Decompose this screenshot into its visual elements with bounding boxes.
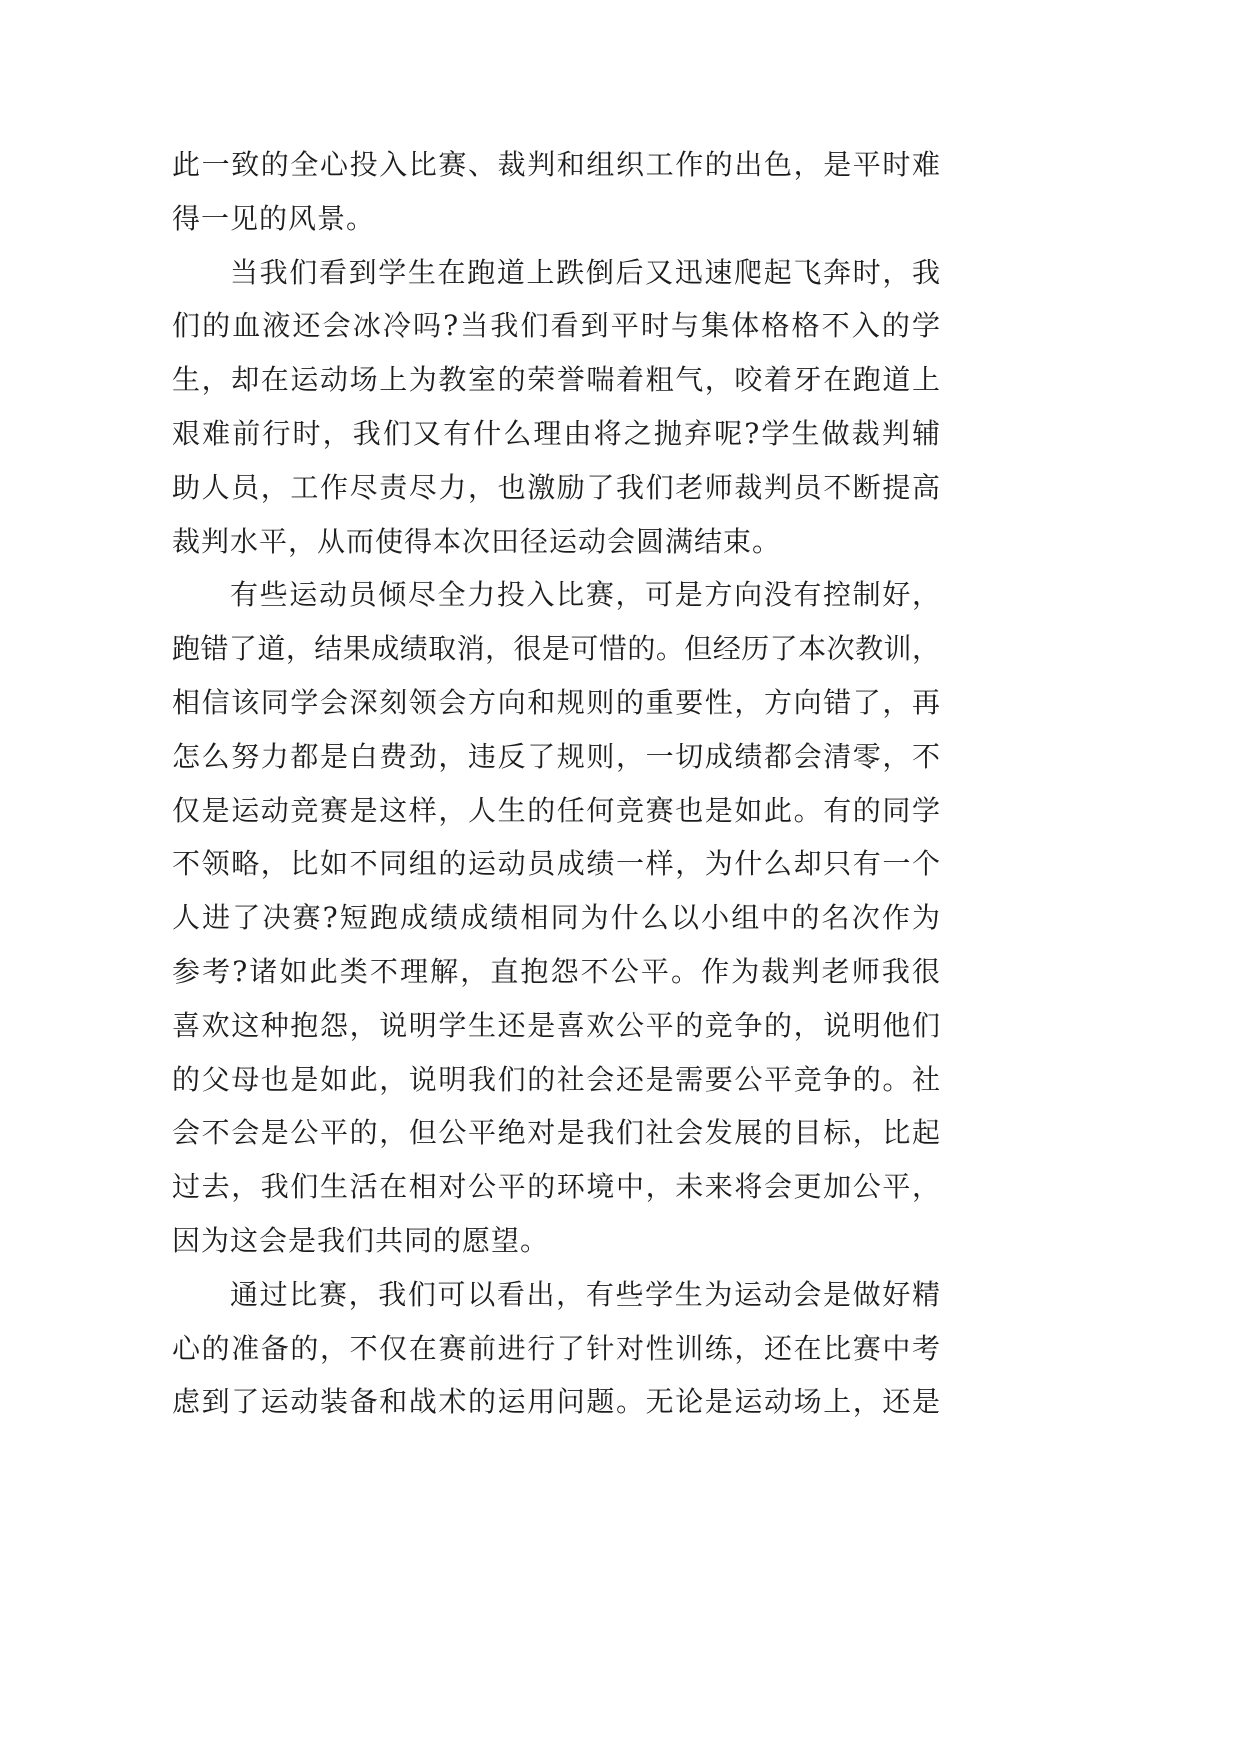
text-line: 参考?诸如此类不理解，直抱怨不公平。作为裁判老师我很 bbox=[172, 954, 940, 988]
paragraph bbox=[172, 568, 940, 1267]
text-line: 此一致的全心投入比赛、裁判和组织工作的出色，是平时难 bbox=[172, 148, 940, 181]
text-line: 的父母也是如此，说明我们的社会还是需要公平竞争的。社 bbox=[172, 1062, 940, 1096]
text-line: 当我们看到学生在跑道上跌倒后又迅速爬起飞奔时，我 bbox=[230, 255, 940, 289]
text-line: 助人员，工作尽责尽力，也激励了我们老师裁判员不断提高 bbox=[172, 470, 940, 504]
text-line: 过去，我们生活在相对公平的环境中，未来将会更加公平， bbox=[172, 1170, 940, 1204]
paragraph bbox=[172, 246, 940, 569]
text-line: 艰难前行时，我们又有什么理由将之抛弃呢?学生做裁判辅 bbox=[172, 416, 940, 450]
text-line: 裁判水平，从而使得本次田径运动会圆满结束。 bbox=[172, 524, 782, 558]
text-line: 因为这会是我们共同的愿望。 bbox=[172, 1223, 550, 1257]
text-line: 会不会是公平的，但公平绝对是我们社会发展的目标，比起 bbox=[172, 1116, 940, 1150]
text-line: 不领略，比如不同组的运动员成绩一样，为什么却只有一个 bbox=[172, 847, 940, 881]
paragraph bbox=[172, 138, 940, 246]
text-line: 仅是运动竞赛是这样，人生的任何竞赛也是如此。有的同学 bbox=[172, 793, 940, 827]
text-line: 喜欢这种抱怨，说明学生还是喜欢公平的竞争的，说明他们 bbox=[172, 1008, 940, 1042]
document-body bbox=[172, 138, 940, 1429]
text-line: 相信该同学会深刻领会方向和规则的重要性，方向错了，再 bbox=[172, 685, 940, 719]
text-line: 怎么努力都是白费劲，违反了规则，一切成绩都会清零，不 bbox=[172, 739, 940, 773]
text-line: 生，却在运动场上为教室的荣誉喘着粗气，咬着牙在跑道上 bbox=[172, 363, 940, 397]
text-line: 得一见的风景。 bbox=[172, 201, 376, 235]
text-line: 通过比赛，我们可以看出，有些学生为运动会是做好精 bbox=[230, 1277, 940, 1311]
text-line: 心的准备的，不仅在赛前进行了针对性训练，还在比赛中考 bbox=[172, 1331, 940, 1365]
text-line: 虑到了运动装备和战术的运用问题。无论是运动场上，还是 bbox=[172, 1385, 940, 1419]
text-line: 跑错了道，结果成绩取消，很是可惜的。但经历了本次教训， bbox=[172, 632, 940, 666]
paragraph bbox=[172, 1268, 940, 1429]
text-line: 人进了决赛?短跑成绩成绩相同为什么以小组中的名次作为 bbox=[172, 901, 940, 935]
text-line: 们的血液还会冰冷吗?当我们看到平时与集体格格不入的学 bbox=[172, 309, 940, 343]
text-line: 有些运动员倾尽全力投入比赛，可是方向没有控制好， bbox=[230, 578, 940, 612]
